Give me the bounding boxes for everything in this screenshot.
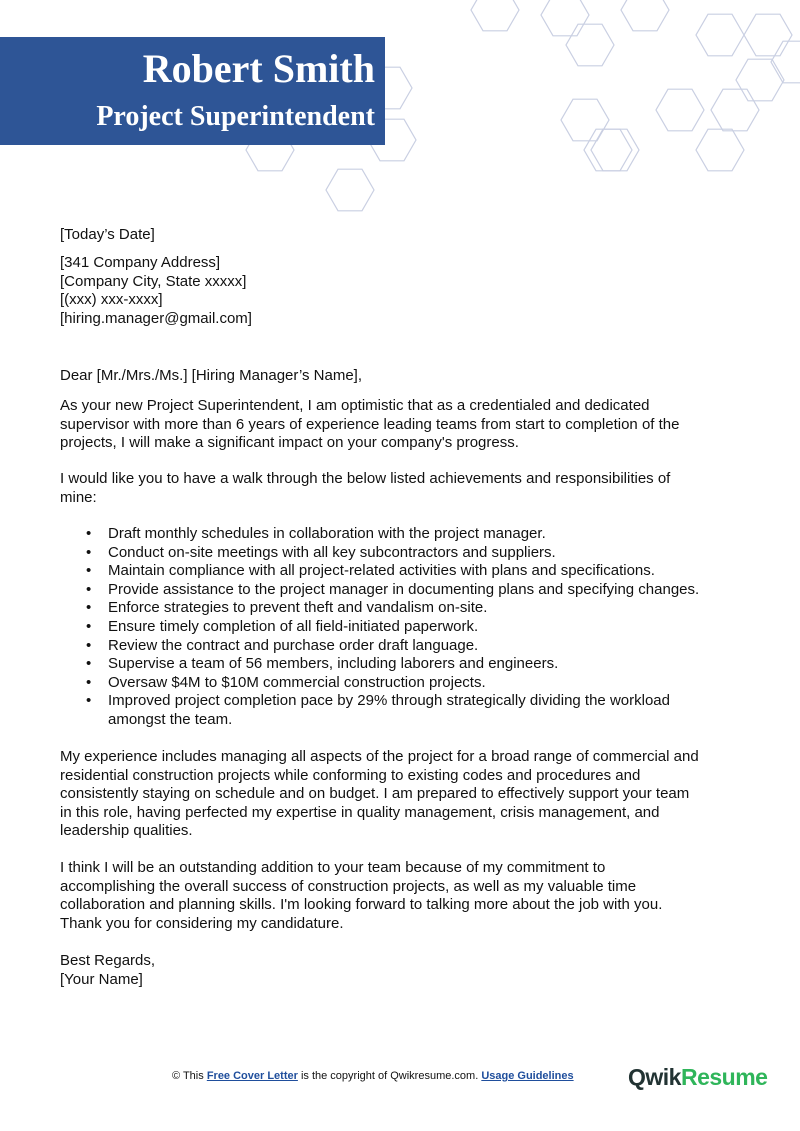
achievements-list — [60, 525, 750, 730]
address-line: [(xxx) xxx-xxxx] — [60, 291, 163, 309]
list-item: • Supervise a team of 56 members, including laborers and engineers. — [60, 655, 750, 674]
sign-off — [60, 952, 750, 989]
text-line: I would like you to have a walk through the below listed achievements and responsibilities of — [60, 470, 671, 487]
salutation: Dear [Mr./Mrs./Ms.] [Hiring Manager’s Name], — [60, 367, 363, 384]
paragraph-experience — [60, 748, 750, 841]
text-line: residential construction projects while conforming to existing codes and procedures and — [60, 766, 641, 784]
address-line: [hiring.manager@gmail.com] — [60, 309, 252, 327]
text-line: in this role, having perfected my expertise in quality management, crisis management, and — [60, 803, 660, 821]
closing: Best Regards, — [60, 952, 156, 969]
paragraph-intro — [60, 397, 750, 453]
text-line: Thank you for considering my candidature. — [60, 914, 344, 932]
address-line: [Company City, State xxxxx] — [60, 272, 247, 290]
list-item: • Provide assistance to the project manager in documenting plans and specifying changes. — [60, 581, 750, 600]
list-item: • Enforce strategies to prevent theft and vandalism on-site. — [60, 599, 750, 618]
header-banner — [0, 37, 385, 145]
text-line: collaboration and planning skills. I'm looking forward to talking more about the job with you. — [60, 896, 663, 914]
applicant-name: Robert Smith — [142, 46, 375, 91]
hexagon-shape — [471, 0, 519, 31]
footer-text: © This — [172, 1070, 207, 1082]
list-item: • Oversaw $4M to $10M commercial construction projects. — [60, 674, 750, 693]
list-item: • Ensure timely completion of all field-initiated paperwork. — [60, 618, 750, 637]
hexagon-shape — [541, 0, 589, 36]
free-cover-letter-link[interactable]: Free Cover Letter — [206, 1070, 298, 1082]
hexagon-shape — [736, 59, 784, 101]
text-line: My experience includes managing all aspects of the project for a broad range of commercial and — [60, 748, 699, 765]
list-item: • Maintain compliance with all project-related activities with plans and specifications. — [60, 562, 750, 581]
hexagon-shape — [696, 129, 744, 171]
hexagon-shape — [696, 14, 744, 56]
paragraph-closing — [60, 859, 750, 933]
text-line: projects, I will make a significant impact on your company's progress. — [60, 434, 519, 452]
address-line: [341 Company Address] — [60, 254, 221, 271]
hexagon-shape — [566, 24, 614, 66]
footer-text: is the copyright of Qwikresume.com. — [297, 1070, 482, 1082]
list-item: • Draft monthly schedules in collaboration with the project manager. — [60, 525, 750, 544]
qwikresume-logo[interactable] — [628, 1064, 767, 1091]
hexagon-shape — [744, 14, 792, 56]
hexagon-shape — [326, 169, 374, 211]
list-item: • Conduct on-site meetings with all key subcontractors and suppliers. — [60, 544, 750, 563]
text-line: leadership qualities. — [60, 822, 193, 840]
hexagon-shape — [561, 99, 609, 141]
logo-part: Resume — [680, 1064, 768, 1090]
signature: [Your Name] — [60, 970, 143, 988]
text-line: mine: — [60, 488, 97, 506]
text-line: As your new Project Superintendent, I am optimistic that as a credentialed and dedicated — [60, 397, 650, 414]
date: [Today’s Date] — [60, 226, 155, 243]
text-line: I think I will be an outstanding addition to your team because of my commitment to — [60, 859, 606, 876]
logo-part: Qwik — [628, 1064, 681, 1090]
text-line: supervisor with more than 6 years of experience leading teams from start to completion of the — [60, 415, 680, 433]
applicant-title: Project Superintendent — [96, 101, 375, 132]
recipient-address — [60, 254, 750, 328]
hexagon-shape — [711, 89, 759, 131]
paragraph-achievements-intro — [60, 470, 750, 507]
text-line: consistently staying on schedule and on budget. I am prepared to effectively support your team — [60, 785, 690, 803]
copyright-footer — [172, 1070, 574, 1082]
list-item: • Review the contract and purchase order draft language. — [60, 637, 750, 656]
hexagon-shape — [621, 0, 669, 31]
usage-guidelines-link[interactable]: Usage Guidelines — [481, 1070, 574, 1082]
hexagon-shape — [656, 89, 704, 131]
list-item: • Improved project completion pace by 29% through strategically dividing the workload amongst the team. — [60, 692, 708, 729]
text-line: accomplishing the overall success of construction projects, as well as my valuable time — [60, 877, 637, 895]
